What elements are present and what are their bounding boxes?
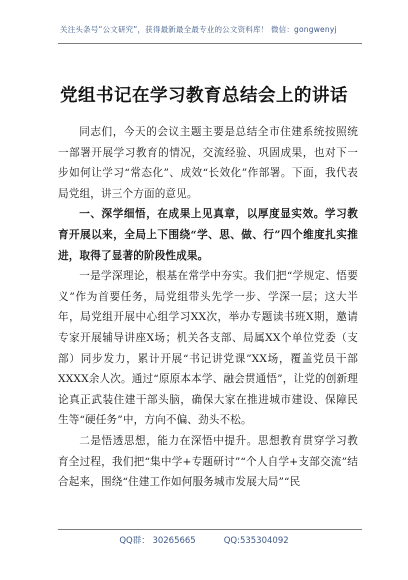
header-promo-note: 关注头条号“公文研究”，获得最新最全最专业的公文资料库！ 微信：gongwenyj [60,25,337,34]
footer-qq: QQ:535304092 [223,536,289,546]
paragraph-text: 二是悟透思想，能力在深悟中提升。思想教育贯穿学习教育全过程，我们把“集中学+专题研讨”“个人自学+支部交流”结合起来，围绕“住建工作如何服务城市发展大局”“民 [58,434,358,489]
header-divider [58,43,362,44]
footer-qq-group: QQ群： 30265665 [119,536,196,546]
paragraph-text: 一是学深理论，根基在常学中夯实。我们把“学规定、悟要义”作为首要任务，局党组带头先学一步、学深一层；这大半年，局党组开展中心组学习XX次，举办专题读书班X期，邀请专家开展辅导讲座X场；机关各支部、局属XX个单位党委（支部）同步发力，累计开展“书记讲党课”XX场，覆盖党员干部XXXX余人次。通过“原原本本学、融会贯通悟”，让党的创新理论真正武装住建干部头脑，确保大家在推进城市建设、保障民生等“硬任务”中，方向不偏、劲头不松。 [58,270,358,427]
paragraph-text: 同志们，今天的会议主题主要是总结全市住建系统按照统一部署开展学习教育的情况，交流经验、巩固成果，也对下一步如何让学习“常态化”、成效“长效化”作部署。下面，我代表局党组，讲三个方面的意见。 [58,126,358,200]
document-title: 党组书记在学习教育总结会上的讲话 [60,86,348,106]
paragraph-bold-text: 一、深学细悟，在成果上见真章，以厚度显实效。学习教育开展以来，全局上下围绕“学、思、做、行”四个维度扎实推进，取得了显著的阶段性成果。 [58,208,358,262]
paragraph-opening [58,122,358,204]
paragraph-point-two [58,431,358,493]
document-body [58,122,358,493]
footer-contact [0,534,408,546]
paragraph-section-heading [58,204,358,266]
footer-divider [58,529,362,530]
paragraph-point-one [58,266,358,431]
